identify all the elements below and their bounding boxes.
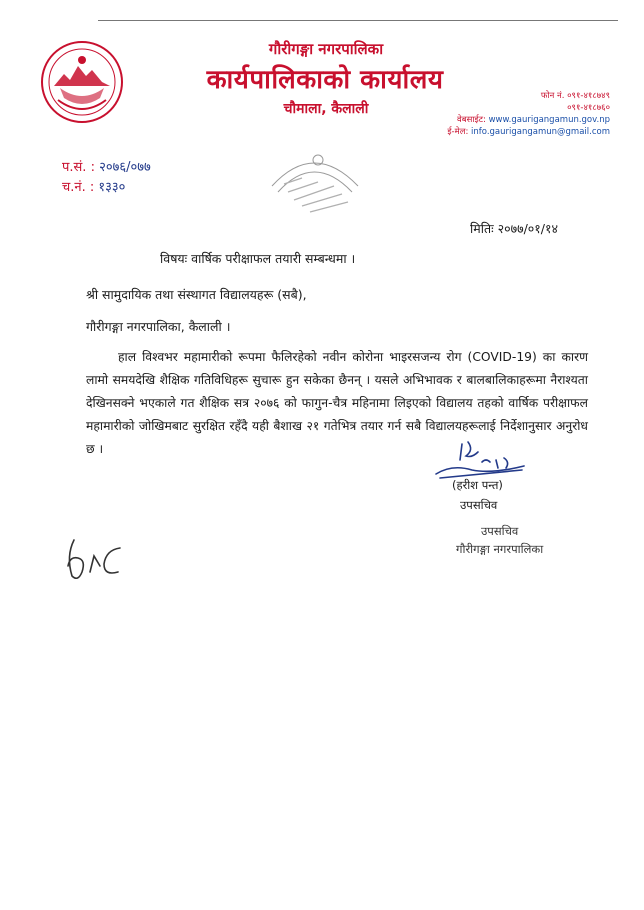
phone-number-1: ०९१-४१८७४९ xyxy=(567,91,610,101)
cn-line xyxy=(62,178,151,198)
handwritten-initials-icon xyxy=(56,536,126,586)
office-title: कार्यपालिकाको कार्यालय xyxy=(206,65,444,95)
letter-date: मितिः २०७७/०१/१४ xyxy=(470,221,558,236)
phone-number-2: ०९१-४१८७६० xyxy=(567,103,610,113)
website-label: वेबसाईट: xyxy=(457,115,486,125)
handwritten-signature-icon xyxy=(432,440,532,480)
signer-title: उपसचिव xyxy=(460,498,498,512)
letter-body: हाल विश्वभर महामारीको रूपमा फैलिरहेको नवीन कोरोना भाइरसजन्य रोग (COVID-19) का कारण लामो समयदेखि शैक्षिक गतिविधिहरू सुचारू हुन सकेका छैनन् । यसले अभिभावक र बालबालिकाहरूमा नैराश्यता देखिनसक्ने भएकाले गत शैक्षिक सत्र २०७६ को फागुन-चैत्र महिनामा लिइएको विद्यालय तहको वार्षिक परीक्षाफल महामारीको जोखिमबाट सुरक्षित रहँदै यही बैशाख २१ गतेभित्र तयार गर्न सबै विद्यालयहरूलाई निर्देशानुसार अनुरोध छ । xyxy=(86,350,588,456)
email-line xyxy=(447,126,610,138)
cn-label: च.नं. : xyxy=(62,180,95,195)
website-line xyxy=(447,114,610,126)
ps-line xyxy=(62,158,151,178)
phone-label: फोन नं. xyxy=(540,91,565,101)
office-location: चौमाला, कैलाली xyxy=(283,101,369,117)
nepal-emblem-icon xyxy=(40,40,124,124)
website-link[interactable]: www.gaurigangamun.gov.np xyxy=(488,115,610,125)
reference-numbers xyxy=(62,158,151,198)
stamp-designation: उपसचिव xyxy=(481,524,519,538)
ps-label: प.सं. : xyxy=(62,160,95,175)
recipient-line-2: गौरीगङ्गा नगरपालिका, कैलाली । xyxy=(86,319,231,334)
office-stamp-icon xyxy=(262,146,366,220)
stamp-organization: गौरीगङ्गा नगरपालिका xyxy=(456,542,544,556)
phone-line-1 xyxy=(447,90,610,102)
cn-value: १३३० xyxy=(98,180,126,195)
phone-line-2 xyxy=(447,102,610,114)
municipality-name: गौरीगङ्गा नगरपालिका xyxy=(268,40,384,58)
ps-value: २०७६/०७७ xyxy=(99,160,151,175)
letter-subject: विषयः वार्षिक परीक्षाफल तयारी सम्बन्धमा । xyxy=(160,251,356,266)
signer-name: (हरीश पन्त) xyxy=(452,478,503,492)
recipient-line-1: श्री सामुदायिक तथा संस्थागत विद्यालयहरू (सबै), xyxy=(86,287,307,302)
email-label: ई-मेल: xyxy=(447,127,469,137)
top-divider xyxy=(98,20,618,21)
email-link[interactable]: info.gaurigangamun@gmail.com xyxy=(471,127,610,137)
contact-block xyxy=(447,90,610,138)
